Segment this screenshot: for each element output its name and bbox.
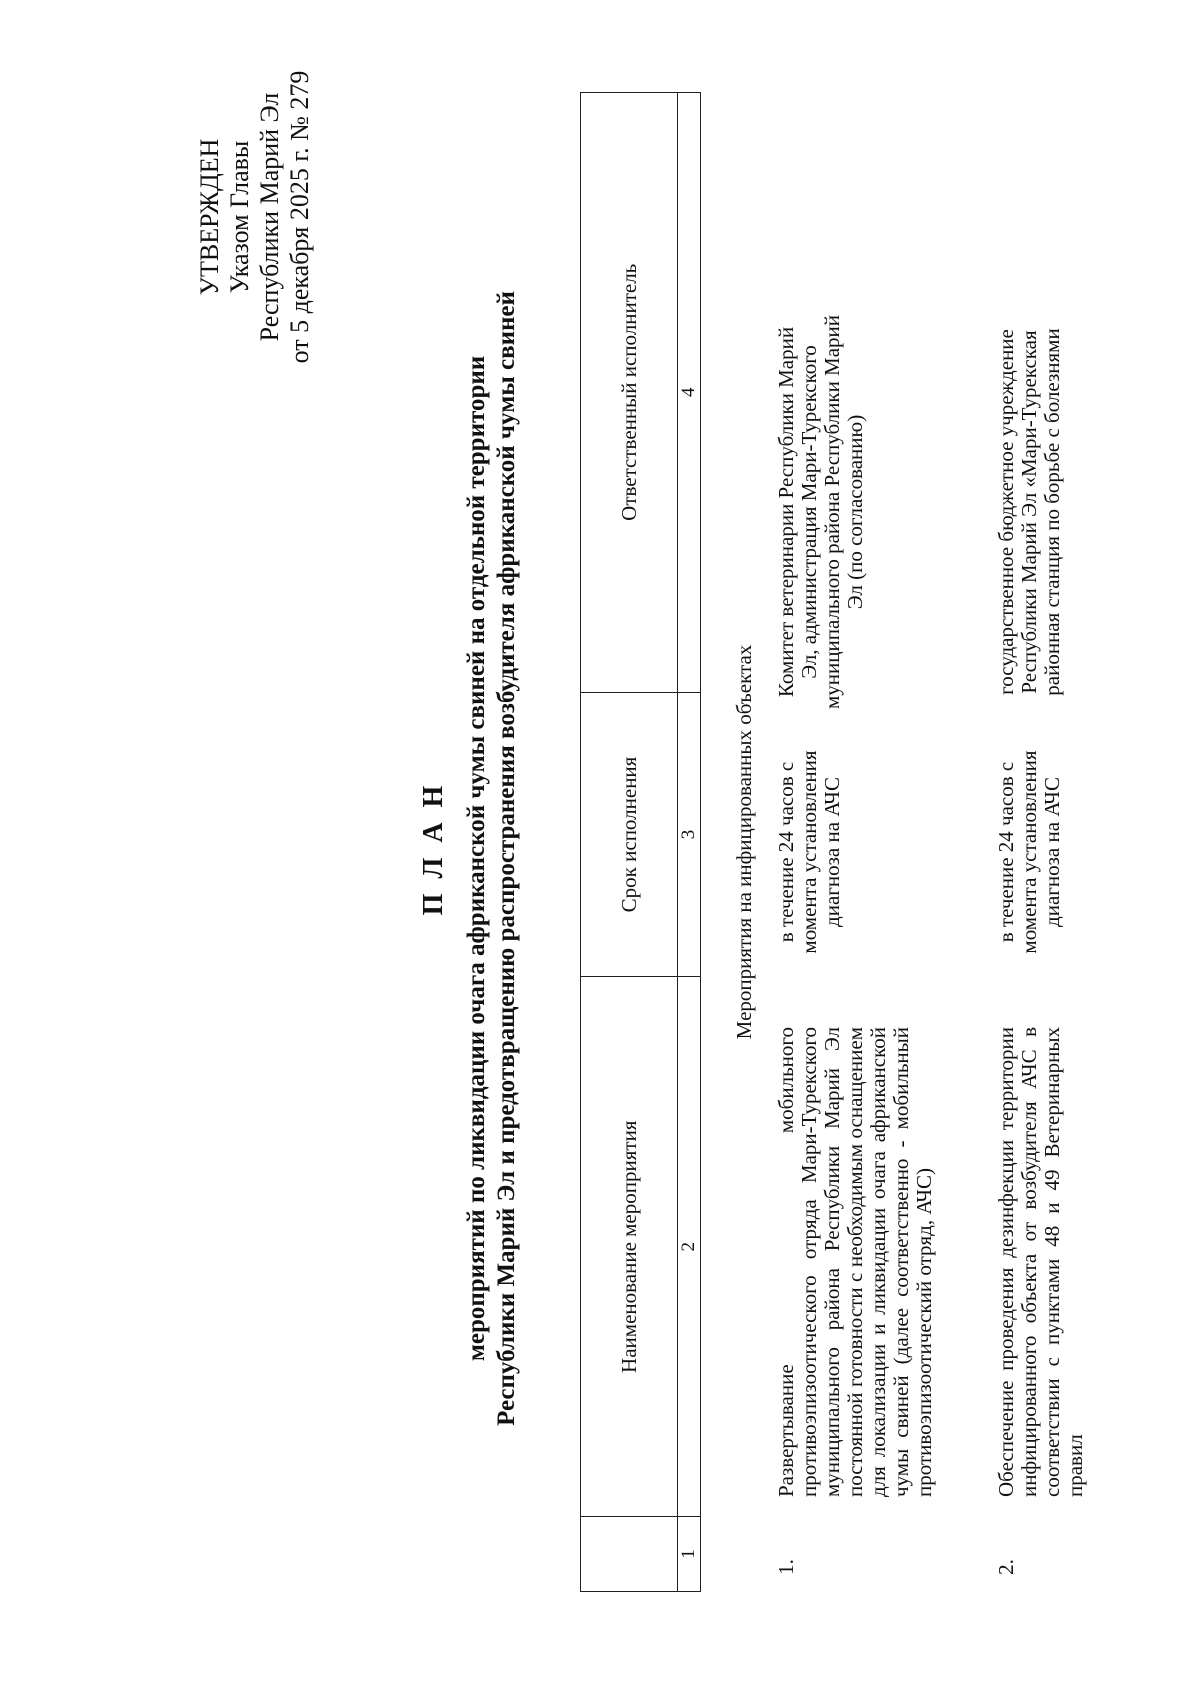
section-heading: Мероприятия на инфицированных объектах	[732, 644, 756, 1040]
subtitle-line-2: Республики Марий Эл и предотвращению распространения возбудителя африканской чумы свиней	[493, 291, 520, 1426]
row-activity: Обеспечение проведения дезинфекции территории инфицированного объекта от возбудителя АЧС в соответствии с пунктами 48 и 49 Ветеринарных правил	[994, 1027, 1087, 1497]
row-number: 2.	[994, 1559, 1018, 1575]
page-title: П Л А Н	[418, 781, 449, 916]
approval-stamp	[195, 37, 315, 397]
approval-line-2: Указом Главы	[225, 140, 254, 294]
row-deadline: в течение 24 часов с момента установления диагноза на АЧС	[994, 750, 1064, 954]
column-number-3: 3	[678, 692, 701, 977]
subtitle-line-1: мероприятий по ликвидации очага африканской чумы свиней на отдельной территории	[463, 355, 490, 1362]
approval-line-3: Республики Марий Эл	[255, 92, 284, 342]
header-number	[581, 1517, 678, 1592]
row-number: 1.	[774, 1559, 798, 1575]
row-deadline: в течение 24 часов с момента установления диагноза на АЧС	[774, 750, 844, 954]
row-activity: Развертывание мобильного противоэпизоотического отряда Мари-Турекского муниципального района Республики Марий Эл постоянной готовности с необходимым оснащением для локализации и ликвидации очага африканской чумы свиней (далее соответственно - мобильный противоэпизоотический отряд, АЧС)	[774, 1027, 936, 1497]
page-subtitle	[462, 120, 522, 1597]
column-number-1: 1	[678, 1517, 701, 1592]
header-activity: Наименование мероприятия	[581, 977, 678, 1517]
approval-date-line: от 5 декабря 2025 г. № 279	[285, 70, 314, 364]
column-number-2: 2	[678, 977, 701, 1517]
approval-line-1: УТВЕРЖДЕН	[195, 138, 224, 296]
row-responsible: государственное бюджетное учреждение Республики Марий Эл «Мари-Турекская районная станция по борьбе с болезнями	[994, 328, 1064, 696]
row-responsible: Комитет ветеринарии Республики Марий Эл, администрация Мари-Турекского муниципального района Республики Марий Эл (по согласованию)	[774, 314, 867, 710]
header-responsible: Ответственный исполнитель	[581, 93, 678, 693]
column-number-4: 4	[678, 93, 701, 693]
plan-table-header	[580, 92, 701, 1592]
header-deadline: Срок исполнения	[581, 692, 678, 977]
